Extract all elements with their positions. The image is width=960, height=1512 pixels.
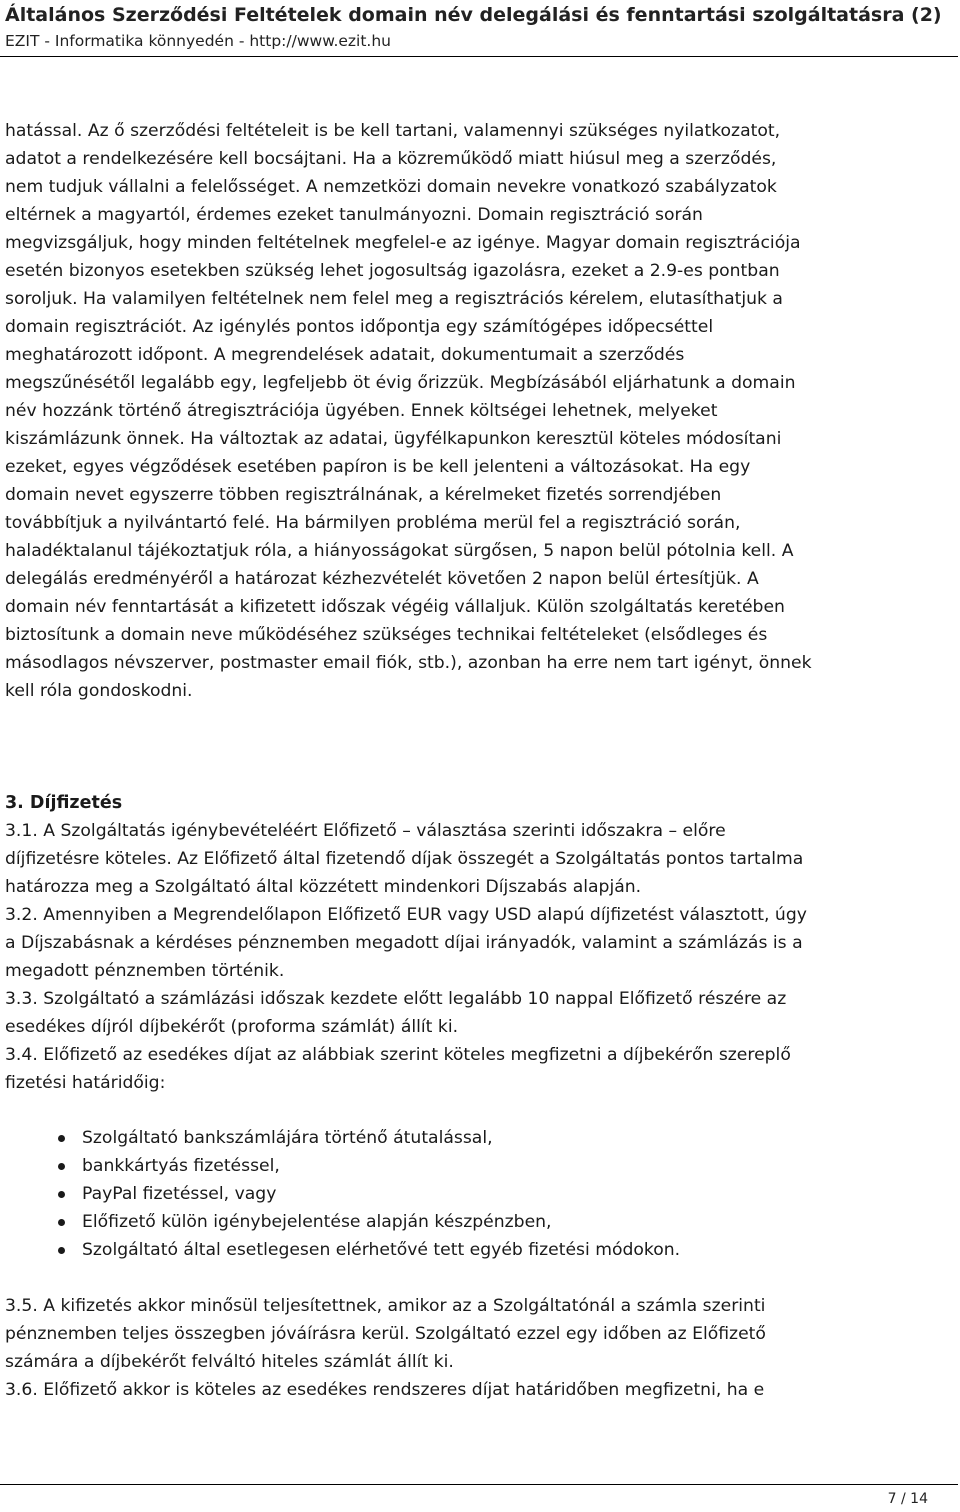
text-line: domain nevet egyszerre többen regisztrálnának, a kérelmeket fizetés sorrendjében xyxy=(5,485,722,505)
text-line: meghatározott időpont. A megrendelések adatait, dokumentumait a szerződés xyxy=(5,345,685,365)
list-item xyxy=(58,1124,680,1152)
document-subtitle: EZIT - Informatika könnyedén - http://www.ezit.hu xyxy=(5,32,392,50)
text-line: megszűnésétől legalább egy, legfeljebb öt évig őrizzük. Megbízásából eljárhatunk a domain xyxy=(5,373,796,393)
bullet-icon xyxy=(58,1135,65,1142)
text-line: esetén bizonyos esetekben szükség lehet jogosultság igazolásra, ezeket a 2.9-es pontban xyxy=(5,261,780,281)
text-line: biztosítunk a domain neve működéséhez szükséges technikai feltételeket (elsődleges és xyxy=(5,625,768,645)
text-line: esedékes díjról díjbekérőt (proforma számlát) állít ki. xyxy=(5,1017,459,1037)
list-item xyxy=(58,1236,680,1264)
text-line: kiszámlázunk önnek. Ha változtak az adatai, ügyfélkapunkon keresztül köteles módosítani xyxy=(5,429,782,449)
header-divider xyxy=(0,56,958,57)
bullet-icon xyxy=(58,1163,65,1170)
text-line: hatással. Az ő szerződési feltételeit is be kell tartani, valamennyi szükséges nyilatkozatot, xyxy=(5,121,781,141)
text-line: kell róla gondoskodni. xyxy=(5,681,193,701)
list-item-label: PayPal fizetéssel, vagy xyxy=(82,1184,277,1204)
text-line: 3.5. A kifizetés akkor minősül teljesítettnek, amikor az a Szolgáltatónál a számla szerinti xyxy=(5,1296,766,1316)
text-line: a Díjszabásnak a kérdéses pénznemben megadott díjai irányadók, valamint a számlázás is a xyxy=(5,933,803,953)
text-line: név hozzánk történő átregisztrációja ügyében. Ennek költségei lehetnek, melyeket xyxy=(5,401,718,421)
list-item-label: Szolgáltató bankszámlájára történő átutalással, xyxy=(82,1128,493,1148)
text-line: megvizsgáljuk, hogy minden feltételnek megfelel-e az igénye. Magyar domain regisztrációja xyxy=(5,233,801,253)
list-item xyxy=(58,1208,680,1236)
bullet-icon xyxy=(58,1247,65,1254)
page-header xyxy=(5,3,955,52)
footer-divider xyxy=(0,1484,958,1485)
text-line: haladéktalanul tájékoztatjuk róla, a hiányosságokat sürgősen, 5 napon belül pótolnia kell. A xyxy=(5,541,794,561)
section-body xyxy=(5,817,955,1097)
text-line: díjfizetésre köteles. Az Előfizető által fizetendő díjak összegét a Szolgáltatás pontos tartalma xyxy=(5,849,804,869)
text-line: adatot a rendelkezésére kell bocsájtani. Ha a közreműködő miatt hiúsul meg a szerződés, xyxy=(5,149,777,169)
text-line: 3.2. Amennyiben a Megrendelőlapon Előfizető EUR vagy USD alapú díjfizetést választott, úgy xyxy=(5,905,807,925)
text-line: domain regisztrációt. Az igénylés pontos időpontja egy számítógépes időpecséttel xyxy=(5,317,714,337)
bullet-icon xyxy=(58,1219,65,1226)
list-item-label: Előfizető külön igénybejelentése alapján készpénzben, xyxy=(82,1212,552,1232)
text-line: megadott pénznemben történik. xyxy=(5,961,285,981)
document-title: Általános Szerződési Feltételek domain név delegálási és fenntartási szolgáltatásra (2) xyxy=(5,4,942,26)
text-line: 3.6. Előfizető akkor is köteles az esedékes rendszeres díjat határidőben megfizetni, ha e xyxy=(5,1380,765,1400)
text-line: delegálás eredményéről a határozat kézhezvételét követően 2 napon belül értesítjük. A xyxy=(5,569,759,589)
section-title: 3. Díjfizetés xyxy=(5,793,123,813)
list-item xyxy=(58,1180,680,1208)
text-line: eltérnek a magyartól, érdemes ezeket tanulmányozni. Domain regisztráció során xyxy=(5,205,703,225)
bullet-icon xyxy=(58,1191,65,1198)
text-line: nem tudjuk vállalni a felelősséget. A nemzetközi domain nevekre vonatkozó szabályzatok xyxy=(5,177,777,197)
section-payment xyxy=(5,789,955,1097)
text-line: számára a díjbekérőt felváltó hiteles számlát állít ki. xyxy=(5,1352,454,1372)
payment-methods-list xyxy=(58,1124,680,1264)
text-line: 3.3. Szolgáltató a számlázási időszak kezdete előtt legalább 10 nappal Előfizető részére az xyxy=(5,989,787,1009)
text-line: ezeket, egyes végződések esetében papíron is be kell jelenteni a változásokat. Ha egy xyxy=(5,457,751,477)
text-line: domain név fenntartását a kifizetett időszak végéig vállaljuk. Külön szolgáltatás keretében xyxy=(5,597,785,617)
intro-paragraph xyxy=(5,117,955,705)
text-line: másodlagos névszerver, postmaster email fiók, stb.), azonban ha erre nem tart igényt, önnek xyxy=(5,653,812,673)
text-line: 3.4. Előfizető az esedékes díjat az alábbiak szerint köteles megfizetni a díjbekérőn szereplő xyxy=(5,1045,791,1065)
text-line: pénznemben teljes összegben jóváírásra kerül. Szolgáltató ezzel egy időben az Előfizető xyxy=(5,1324,766,1344)
page-number: 7 / 14 xyxy=(887,1491,928,1507)
text-line: továbbítjuk a nyilvántartó felé. Ha bármilyen probléma merül fel a regisztráció során, xyxy=(5,513,741,533)
text-line: határozza meg a Szolgáltató által közzétett mindenkori Díjszabás alapján. xyxy=(5,877,642,897)
text-line: 3.1. A Szolgáltatás igénybevételéért Előfizető – választása szerinti időszakra – előre xyxy=(5,821,726,841)
section-continuation xyxy=(5,1292,955,1404)
text-line: fizetési határidőig: xyxy=(5,1073,166,1093)
text-line: soroljuk. Ha valamilyen feltételnek nem felel meg a regisztrációs kérelem, elutasíthatjuk a xyxy=(5,289,783,309)
list-item-label: bankkártyás fizetéssel, xyxy=(82,1156,280,1176)
list-item-label: Szolgáltató által esetlegesen elérhetővé tett egyéb fizetési módokon. xyxy=(82,1240,681,1260)
list-item xyxy=(58,1152,680,1180)
